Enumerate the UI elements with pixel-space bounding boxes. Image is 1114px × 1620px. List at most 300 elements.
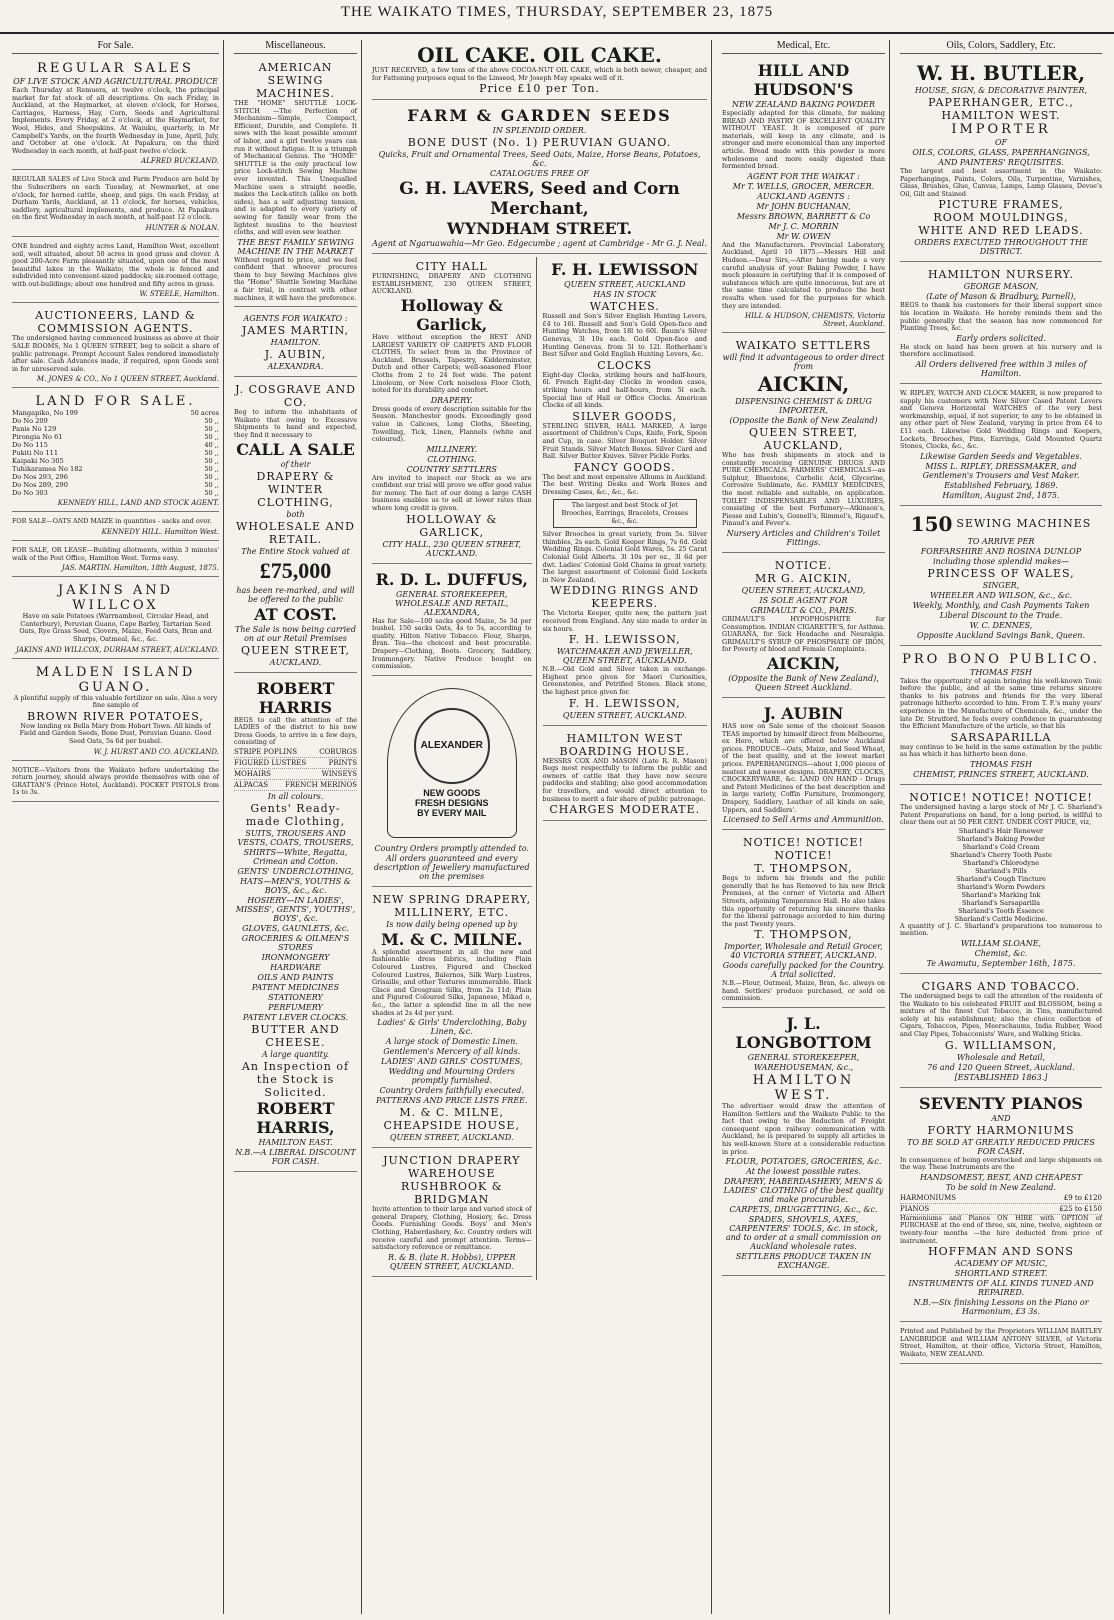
ad-line: AND [991, 1113, 1011, 1123]
firm-name: RUSHBROOK & BRIDGMAN [400, 1180, 503, 1207]
ad-title: ROBERT HARRIS [256, 678, 335, 717]
land-acres: 50 ,, [204, 425, 219, 434]
ad-line: (Opposite the Bank of New Zealand) [729, 416, 878, 426]
ad-body: Who has fresh shipments in stock and is constantly receiving GENUINE DRUGS AND PURE CHEMICALS. FARMERS' CHEMICALS—as Sulphur, Bluestone, Carbolic Acid, Glycerine, Corrosive Sublimate, &c. FAMILY MEDICINES, the most reliable and suitable, on application. TOILET INDISPENSABLES AND LUXURIES, consisting of the best Perfumery—Atkinson's, Piesse and Lubin's, Gosnell's, Rimmel's, Rigaud's, Pinaud's and Fever's. [722, 451, 885, 528]
ad-line: QUEEN STREET, AUCKLAND, [749, 426, 858, 453]
ad-line: FORFARSHIRE AND ROSINA DUNLOP [920, 546, 1082, 556]
ad-line: GENERAL STOREKEEPER, [747, 1053, 860, 1063]
ad-line: MISS L. RIPLEY, DRESSMAKER, and Gentlemen's Trousers and Vest Maker. [922, 461, 1080, 480]
ad-signature: ROBERT HARRIS, [256, 1099, 335, 1137]
ad-footnote: Licensed to Sell Arms and Ammunition. [723, 815, 884, 825]
ad-line: INSTRUMENTS OF ALL KINDS TUNED AND REPAIRED. [908, 1279, 1094, 1298]
ad-highlight: BROWN RIVER POTATOES, [27, 709, 204, 723]
ad-line: AUCKLAND. [269, 657, 322, 667]
ad-line: SHIRTS—White, Regatta, Crimean and Cotton. [243, 848, 348, 866]
ad-title: MALDEN ISLAND GUANO. [35, 664, 196, 695]
ad-line: Wedding and Mourning Orders promptly furnished. [388, 1067, 515, 1086]
ad-body: FURNISHING, DRAPERY AND CLOTHING ESTABLISHMENT, 230 QUEEN STREET, AUCKLAND. [372, 272, 532, 296]
ad-line: HAMILTON WEST. [941, 109, 1061, 122]
ad-body: Russell and Son's Silver English Hunting Levers, £4 to 16l. Russell and Son's Gold Open-face and Hunting Watches, from 18l to 60l. Baum's Silver Genevas, 3l 10s each. Gold Open-face and Hunting Genevas, from 5l to 12l. Rotherham's Best Silver and Gold English Hunting Levers, &c. [542, 312, 707, 359]
land-lot: Do No 115 [12, 441, 48, 450]
ad-subtitle: THE BEST FAMILY SEWING MACHINE IN THE MARKET [237, 237, 354, 256]
ad-title: NOTICE. [774, 559, 833, 573]
masthead [0, 4, 1114, 34]
ad-line: Established February, 1869. [944, 480, 1058, 490]
land-lot: Pukiti No 111 [12, 449, 59, 458]
land-acres: 50 ,, [204, 457, 219, 466]
ad-line: FLOUR, POTATOES, GROCERIES, &c. [725, 1157, 882, 1167]
ad-line: The Sale is now being carried on at our Retail Premises [235, 624, 356, 643]
ad-signature-2: CHEMIST, PRINCES STREET, AUCKLAND. [913, 770, 1089, 780]
ad-body: The largest and best assortment in the Waikato: Paperhangings, Paints, Colors, Oils, Turpentine, Varnishes, Glass, Brushes, Glue, Canvas, Lamps, Lamp Glasses, Devoe's Oil, Gilt and Stained [900, 167, 1102, 198]
land-row [12, 473, 219, 481]
ad-body-5: Silver Brooches in great variety, from 5s. Silver thimbles, 2s each. Gold Keeper Rings, 7s 6d. Gold Wedding Rings. Colonial Gold Wares, 5s. 25 Carat Colonial Gold Alberts. 3l 10s per oz., 3l 6d per dwt. Ladies' Colonial Gold Chains in great variety. The largest assortment of Colonial Gold Lockets in New Zealand. [542, 530, 707, 584]
sharland-item: Sharland's Chlorodyne [962, 858, 1040, 867]
ad-body: FOR SALE, OR LEASE—Building allotments, within 3 minutes' walk of the Post Office, Hamilton West. Terms easy. [12, 546, 219, 562]
ad-body-6: The Victoria Keeper, quite new, the pattern just received from England. Any size made to order in six hours. [542, 609, 707, 633]
ad-body: NOTICE—Visitors from the Waikato before undertaking the return journey, should always provide themselves with one of GRATTAN'S (Prince Hotel, Auckland). POCKET PISTOLS from 1s to 3s. [12, 765, 219, 797]
ad-line: AGENT FOR THE WAIKAT : [747, 171, 860, 181]
land-acres: 50 ,, [204, 433, 219, 442]
ad-signature-2: (Opposite the Bank of New Zealand), Queen Street Auckland. [728, 674, 879, 692]
ad-line: HARDWARE [270, 963, 321, 972]
ad-signature: WILLIAM SLOANE, [960, 939, 1042, 948]
ad-line: including those splendid makes— [932, 556, 1070, 566]
ad-body: Each Thursday at Remuera, at twelve o'clock, the principal market for fat stock of all descriptions. On each Friday, in Auckland, at the Haymarket, at eleven o'clock, for Horses, Carriages, Harness, Hay, Corn, Seeds and Agricultural Implements. Every Friday, at 2 o'clock, at the Haymarket, for Wool, Hides, and Sheepskins. At Waiuku, quarterly, in Mr Campbell's Yards, on the fourth Wednesday in June, April, July, and October at one o'clock. At Papakura, on the third Wednesday in each month, at half-past twelve o'clock. [12, 86, 219, 155]
ad-signature-2: Chemist, &c. [974, 949, 1028, 958]
ad-line: To be sold in New Zealand. [945, 1182, 1057, 1192]
land-acres: 50 ,, [204, 473, 219, 482]
ad-title: HAMILTON WEST BOARDING HOUSE. [559, 731, 691, 758]
ad-title: SEVENTY PIANOS [919, 1093, 1083, 1113]
ad-line: SPADES, SHOVELS, AXES, CARPENTERS' TOOLS, &c. in stock, and to order at a small commission on Auckland wholesale rates. [725, 1215, 882, 1252]
ad-line: IS SOLE AGENT FOR [759, 596, 848, 606]
ad-title: J. L. LONGBOTTOM [735, 1014, 872, 1053]
newspaper-title: THE WAIKATO TIMES, THURSDAY, SEPTEMBER 23, 1875 [340, 4, 774, 20]
dress-goods-item: MOHAIRS [234, 770, 271, 778]
ad-title: J. AUBIN [763, 704, 844, 723]
land-row [12, 465, 219, 473]
sharland-item: Sharland's Tooth Essence [958, 906, 1044, 915]
ad-body-2: And the Manufacturers. Provincial Laboratory, Auckland, April 10 1875.—Messrs Hill and Hudson.—Dear Sirs,—After having made a very careful analysis of your Baking Powder, I have much pleasure in certifying that it is composed of substances which are quite innocuous, but are at the same time calculated to produce the best results when used for the purposes for which they are intended. [722, 240, 885, 310]
ad-signature: KENNEDY HILL. Hamilton West. [101, 528, 219, 537]
ad-signature: W. C. DENNES, [969, 620, 1033, 630]
sharland-list [900, 827, 1102, 923]
agent-location: ALEXANDRA. [267, 362, 324, 372]
ad-line: BUTTER AND CHEESE. [251, 1023, 340, 1049]
ad-body: MESSRS COX AND MASON (Late R. R. Mason) Begs most respectfully to inform the public and owners of cattle that they have now secure paddocks and stabling; also good accommodation for travellers, and would direct attention to business to merit a fair share of public patronage. [542, 756, 707, 803]
dress-goods-item: FRENCH MERINOS [284, 781, 357, 789]
ad-line: DRAPERY & WINTER CLOTHING, [256, 469, 335, 509]
ad-line: In all colours. [267, 792, 324, 801]
machine-count: 150 [910, 511, 953, 536]
ad-signature-2: Wholesale and Retail, [956, 1052, 1046, 1062]
ad-line: The Entire Stock valued at [241, 546, 350, 556]
ad-line: T. THOMPSON, [754, 928, 853, 942]
land-acres: 50 ,, [204, 481, 219, 490]
ad-notice-aickin [722, 556, 885, 698]
ad-ripley [900, 387, 1102, 506]
dress-goods-item: ALPACAS [234, 781, 269, 789]
emblem-line: BY EVERY MAIL [417, 807, 487, 818]
land-lot: Pirongia No 61 [12, 433, 63, 442]
ad-signature-4: QUEEN STREET, AUCKLAND. [562, 710, 687, 720]
ad-section: WEDDING RINGS AND KEEPERS. [550, 584, 700, 611]
ad-line: Hamilton, August 2nd, 1875. [942, 490, 1060, 500]
ad-body-2: Eight-day Clocks, striking hours and half-hours, 6l. French Eight-day Clocks in wooden cases, striking hours and half-hours, from 5l each. Special line of Hall or Office Clocks. American Clocks of all kinds. [542, 370, 707, 410]
land-row [12, 489, 219, 497]
sharland-item: Sharland's Worm Powders [957, 882, 1045, 891]
ad-regular-sales [12, 58, 219, 170]
land-row [12, 417, 219, 425]
ad-line: ACADEMY OF MUSIC, [954, 1259, 1048, 1269]
merchant-address: WYNDHAM STREET. [446, 219, 633, 239]
ad-subtitle: NEW ZEALAND BAKING POWDER [732, 100, 875, 109]
ad-line: STATIONERY [268, 993, 323, 1002]
ad-agents-waikato [234, 310, 357, 377]
land-lot: Panis No 129 [12, 425, 57, 434]
ad-farm-garden-seeds [372, 103, 707, 254]
dress-goods-item: PRINTS [328, 759, 357, 767]
ad-notice-pistols [12, 764, 219, 802]
land-row [12, 441, 219, 449]
ad-line: WHEELER AND WILSON, &c., &c. [929, 590, 1072, 600]
ad-line: BONE DUST (No. 1) PERUVIAN GUANO. [407, 136, 672, 150]
ad-footnote: CHARGES MODERATE. [549, 803, 701, 817]
firm-name: Holloway & Garlick, [400, 295, 503, 334]
ad-body: JUST RECEIVED, a few tons of the above COCOA-NUT OIL CAKE, which is both newer, cheaper, and for Fattening purposes equal to the Linseed, Mr Joseph May speaks well of it. [372, 66, 707, 82]
ad-hill-hudson [722, 58, 885, 333]
ad-footnote: N.B.—Old Gold and Silver taken in exchange. Highest price given for Maori Curiosities, Greenstones, and Petrified Stones. Black stone, the highest price given for. [542, 665, 707, 696]
ad-line: CARPETS, DRUGGETTING, &c., &c. [729, 1205, 878, 1215]
ad-thompson [722, 833, 885, 1008]
ad-line: Gentlemen's Mercery of all kinds. [383, 1047, 521, 1057]
ad-line: All Orders delivered free within 3 miles of Hamilton. [915, 359, 1087, 378]
ad-line: TO ARRIVE PER [967, 536, 1035, 546]
ad-signature: W. STEELE, Hamilton. [139, 290, 219, 299]
ad-line: MR G. AICKIN, [754, 572, 853, 586]
ad-sale-lease [12, 544, 219, 577]
ad-body-2: Without regard to price, and we feel confident that whoever procures them to buy Sewing Machines give the "Home" Shuttle Sewing Machine a fair trial, in contrast with other machines, it will have the preference. [234, 255, 357, 302]
ad-line: Goods carefully packed for the Country. A trial solicited. [722, 961, 885, 980]
price-item: PIANOS [900, 1204, 930, 1213]
ad-line: of their [280, 459, 311, 469]
land-lot: Do Nos 293, 296 [12, 473, 68, 482]
ad-line: SARSAPARILLA [950, 730, 1052, 744]
land-acres: 50 ,, [204, 417, 219, 426]
ad-line: Mr J. C. MORRIN [768, 221, 839, 231]
ad-footnote: SETTLERS PRODUCE TAKEN IN EXCHANGE. [735, 1252, 872, 1271]
emblem-ring: ALEXANDER [414, 708, 490, 784]
column-heading: Oils, Colors, Saddlery, Etc. [900, 40, 1102, 54]
ad-section: DRAPERY. [430, 395, 473, 405]
ad-line: PAPERHANGER, ETC., [928, 96, 1074, 109]
ad-signature: W. J. HURST AND CO. AUCKLAND. [93, 747, 219, 756]
land-row [12, 409, 219, 417]
ad-body-2: Now landing ex Bella Mary from Hobart Town. All kinds of Field and Garden Seeds, Bone Dust, Peruvian Guano. Good Seed Oats, 5s 6d per bushel. [19, 721, 212, 745]
ad-line: (Late of Mason & Bradbury, Parnell), [926, 292, 1076, 302]
ad-headline: CALL A SALE [236, 439, 355, 459]
ad-robert-harris [234, 676, 357, 1172]
ad-signature-address: CITY HALL, 230 QUEEN STREET, AUCKLAND. [382, 539, 521, 558]
ad-line: Nursery Articles and Children's Toilet Fittings. [726, 529, 881, 548]
land-acres: 50 ,, [204, 489, 219, 498]
ad-body: The undersigned having a large stock of Mr J. C. Sharland's Patent Preparations on hand, for a long period, is willful to clear them out at 50 PER CENT. UNDER COST PRICE, viz, [900, 803, 1102, 827]
ad-line: PRINCESS OF WALES, [927, 566, 1075, 580]
emblem-line: FRESH DESIGNS [414, 797, 489, 808]
firm-name: M. & C. MILNE. [381, 929, 523, 949]
land-lot: Do No 209 [12, 417, 48, 426]
ad-line: LADIES' AND GIRLS' COSTUMES, [380, 1057, 523, 1067]
agent-name: J. AUBIN, [264, 348, 327, 362]
ad-line: GENTS' UNDERCLOTHING, [237, 867, 354, 876]
ad-milne [372, 890, 532, 1148]
land-lot: Kaipaki No 305 [12, 457, 64, 466]
ad-line: An Inspection of the Stock is Solicited. [241, 1060, 350, 1099]
ad-title: NOTICE! NOTICE! NOTICE! [909, 791, 1093, 805]
ad-body-2: He stock on hand has been grown at his nursery and is therefore acclimatised. [900, 342, 1102, 359]
ad-land-steele [12, 240, 219, 304]
sharland-item: Sharland's Pills [975, 866, 1027, 875]
ad-line: ROOM MOULDINGS, [933, 211, 1069, 225]
price-item: HARMONIUMS [900, 1193, 957, 1202]
ad-signature: ALFRED BUCKLAND. [141, 157, 219, 166]
ad-line: Ladies' & Girls' Underclothing, Baby Linen, &c. [377, 1018, 527, 1037]
ad-line: PATENT LEVER CLOCKS. [242, 1013, 349, 1022]
ad-body: In consequence of being overstocked and large shipments on the way. These Instruments are the [900, 1155, 1102, 1172]
ad-line: Mr T. WELLS, GROCER, MERCER. [732, 181, 875, 191]
ad-body: Invite attention to their large and varied stock of general Drapery, Clothing, Hosiery, &c. Dress Goods. Furnishing Goods. Boys' and Men's Clothing, Haberdashery, &c. Country orders will receive careful and prompt attention. Terms—satisfactory reference or remittance. [372, 1205, 532, 1252]
ad-title: R. D. L. DUFFUS, [375, 569, 528, 589]
emblem-line: NEW GOODS [423, 787, 481, 798]
price-range: £25 to £150 [1059, 1204, 1102, 1213]
column-heading: Miscellaneous. [234, 40, 357, 54]
ad-footnote: N.B.—A LIBERAL DISCOUNT FOR CASH. [235, 1148, 356, 1166]
ad-line: SUITS, TROUSERS AND VESTS, COATS, TROUSERS, [237, 829, 354, 847]
ad-title: WAIKATO SETTLERS [735, 339, 872, 353]
ad-body-2: Harmoniums and Pianos ON HIRE with OPTION of PURCHASE at the end of three, six, nine, twelve, eighteen or twenty-four months —the hire deducted from price of instrument. [900, 1213, 1102, 1245]
emblem-caption: Country Orders promptly attended to. [374, 843, 529, 853]
ad-line: AUCKLAND AGENTS : [757, 191, 850, 201]
ad-jakins-willcox [12, 580, 219, 658]
ad-sharland-notice [900, 788, 1102, 974]
ad-subtitle: Is now daily being opened up by [386, 919, 518, 929]
dress-goods-row [234, 747, 357, 758]
ad-duffus [372, 567, 532, 676]
ad-section: CLOTHING. [427, 454, 477, 464]
ad-line: OILS, COLORS, GLASS, PAPERHANGINGS, [912, 148, 1090, 157]
ad-section: CLOCKS [597, 358, 653, 372]
ad-line: AND PAINTERS' REQUISITES. [938, 158, 1064, 167]
ad-line: has been re-marked, and will be offered to the public [236, 585, 355, 604]
column-heading: For Sale. [12, 40, 219, 54]
ad-title: CIGARS AND TOBACCO. [921, 980, 1081, 993]
ad-line: DISPENSING CHEMIST & DRUG IMPORTER, [735, 397, 872, 416]
ad-signature-3: 76 and 120 Queen Street, Auckland. [927, 1062, 1075, 1072]
ad-body: The undersigned having commenced business as above at their SALE ROOMS, No 1 QUEEN STREET, beg to solicit a share of public patronage. Prompt Account Sales rendered immediately after sale. Cash Advances made, if required, upon Goods sent in for unreserved sale. [12, 334, 219, 373]
ad-line: SHORTLAND STREET. [954, 1269, 1048, 1279]
land-row [12, 425, 219, 433]
publisher-imprint: Printed and Published by the Proprietors WILLIAM BARTLEY LANGBRIDGE and WILLIAM ANTONY SILVER, of Victoria Street, Hamilton, at their office, Victoria Street, Hamilton, Waikato, NEW ZEALAND. [900, 1327, 1102, 1358]
land-row [12, 433, 219, 441]
ad-line: GLOVES, GAUNLETS, &c. [242, 924, 349, 933]
ad-line: Importer, Wholesale and Retail Grocer, 40 VICTORIA STREET, AUCKLAND. [724, 942, 883, 961]
ad-signature-3: QUEEN STREET, AUCKLAND. [389, 1133, 514, 1143]
sharland-item: Sharland's Sarsaparilla [961, 898, 1041, 907]
ad-line: PATENT MEDICINES [251, 983, 340, 992]
ad-waikato-settlers [722, 336, 885, 553]
ad-signature-3: Te Awamutu, September 16th, 1875. [926, 959, 1076, 968]
ad-line: HOUSE, SIGN, & DECORATIVE PAINTER, [914, 86, 1088, 95]
column-heading: Medical, Etc. [722, 40, 885, 54]
ad-land-for-sale [12, 391, 219, 512]
ad-body-2: may continue to be held in the same estimation by the public as has which it has hitherto been done. [900, 742, 1102, 759]
ad-body: The undersigned begs to call the attention of the residents of the Waikato to his celebrated FRUIT and BLOSSOM, being a mixture of the finest Cut Tobacco, in Tins, manufactured solely at his establishment; also the choice collection of Cigars, Tobaccos, Pipes, Meerschaums, India Rubber, Wood and Clay Pipes, Tobacconists' Ware, and Walking Sticks. [900, 992, 1102, 1038]
dress-goods-row [234, 769, 357, 780]
ad-signature: THOMAS FISH [969, 760, 1033, 770]
ad-subtitle: QUEEN STREET, AUCKLAND [564, 280, 686, 290]
ad-seventy-pianos [900, 1091, 1102, 1323]
ad-title: NOTICE! NOTICE! NOTICE! [743, 836, 864, 863]
ad-signature: HOLLOWAY & GARLICK, [406, 512, 498, 539]
ad-body-4: Are invited to inspect our Stock as we are confident our trial will prove we offer good value for money. The fact of our doing a large CASH business enables us to sell at lower rates than where long credit is given. [372, 473, 532, 513]
jeweller-emblem [387, 688, 517, 838]
ad-agents: Agent at Ngaruawahia—Mr Geo. Edgecumbe ; agent at Cambridge - Mr G. J. Neal. [372, 239, 707, 249]
ad-body: HAS now on Sale some of the choicest Season TEAS imported by himself direct from Melbourne, ex Hero, which are offered below Auckland prices. PRODUCE—Oats, Maize, and Seed Wheat, of the best quality, and at the lowest market prices. PAPERHANGINGS—about 1,000 pieces of neatest and newest designs. DRAPERY, CLOCKS, CROCKERYWARE, &c. LAND ON HAND - Drugs and Patent Medicines of the best description and in large variety, Coffin Furniture, Ironmongery, Drapery, Saddlery, Leather of all kinds on sale, Uppers, and Saddlers'. [722, 722, 885, 814]
column-miscellaneous [230, 40, 362, 1614]
sharland-item: Sharland's Cold Cream [962, 842, 1040, 851]
ad-body: ONE hundred and eighty acres Land, Hamilton West, excellent soil, well situated, about 50 acres in good grass and clover. A good 200-Acre Farm pleasantly situated, upon one of the most beautiful lakes in the Waikato; the whole is fenced and subdivided into convenient-sized paddocks; six-roomed cottage, with out-buildings; about one hundred and fifty acres in grass. [12, 241, 220, 288]
sharland-item: Sharland's Baking Powder [956, 834, 1046, 843]
dress-goods-row [234, 780, 357, 791]
ad-line: A large stock of Domestic Linen. [385, 1037, 518, 1047]
main-subcolumns [372, 257, 707, 1280]
ad-line: N.B.—Six finishing Lessons on the Piano or Harmonium, £3 3s. [913, 1298, 1089, 1317]
ad-signature: M. JONES & CO., No 1 QUEEN STREET, Auckland. [36, 375, 219, 384]
ad-body-2: Have without exception the BEST AND LARGEST VARIETY OF CARPETS AND FLOOR CLOTHS, To select from in the Province of Auckland. Brussels, Tapestry, Kidderminster, Dutch and other Carpets; well-seasoned Floor Cloths from 2 to 24 feet wide. The patent Linoleum, or New Cork noiseless Floor Cloth, noted for its durability and comfort. [372, 332, 532, 395]
ad-line: QUEEN STREET, [241, 643, 350, 657]
ad-title: CITY HALL [415, 260, 488, 274]
ad-subtitle: OF LIVE STOCK AND AGRICULTURAL PRODUCE [13, 77, 218, 86]
ad-signature-2: WATCHMAKER AND JEWELLER, QUEEN STREET, AUCKLAND. [556, 647, 693, 666]
ad-line: HOSIERY—IN LADIES', MISSES', GENTS', YOUTHS', BOYS', &c. [235, 896, 356, 923]
ad-line: GRIMAULT & CO., PARIS. [750, 606, 857, 616]
land-acres: 50 ,, [204, 449, 219, 458]
ad-section: MILLINERY. [426, 444, 478, 454]
ad-body-2: A quantity of J. C. Sharland's preparations too numerous to mention. [900, 921, 1102, 938]
ad-section: FANCY GOODS. [573, 460, 676, 474]
ad-cosgrave [234, 380, 357, 672]
page-columns [8, 40, 1106, 1614]
ad-line: IRONMONGERY [261, 953, 330, 962]
ad-title: OIL CAKE. OIL CAKE. [417, 43, 662, 67]
ad-line: Weekly, Monthly, and Cash Payments Taken [912, 600, 1090, 610]
ad-line: Mr JOHN BUCHANAN, [756, 201, 851, 211]
ad-j-aubin [722, 701, 885, 830]
ad-line: HANDSOMEST, BEST, AND CHEAPEST [920, 1172, 1082, 1182]
ad-title: HAMILTON NURSERY. [927, 268, 1075, 282]
ad-line: TO BE SOLD AT GREATLY REDUCED PRICES FOR CASH. [907, 1137, 1095, 1156]
dress-goods-item: STRIPE POPLINS [234, 748, 298, 756]
ad-title: JAKINS AND WILLCOX [57, 583, 174, 614]
agent-location: HAMILTON. [270, 338, 321, 348]
ad-price: Price £10 per Ton. [479, 82, 600, 96]
ad-malden-guano [12, 662, 219, 761]
ad-title: AMERICAN SEWING MACHINES. [256, 61, 335, 100]
main-subcolumn-right [543, 257, 708, 1280]
ad-line: OILS AND PAINTS [257, 973, 334, 982]
ad-footnote: N.B.—Flour, Oatmeal, Maize, Bran, &c. always on hand. Settlers' produce purchased, or sold on commission. [722, 979, 885, 1003]
ad-line: WHOLESALE AND RETAIL. [236, 519, 355, 546]
ad-line: PICTURE FRAMES, [938, 198, 1064, 212]
ad-signature: HUNTER & NOLAN. [145, 223, 219, 232]
land-lot: Do Nos 289, 290 [12, 481, 68, 490]
ad-signature-location: HAMILTON EAST. [258, 1138, 333, 1147]
land-row [12, 449, 219, 457]
ad-body-3: Dress goods of every description suitable for the Season. Manchester goods. Exceedingly good value in Calicoes, Long Cloths, Sheeting, Towelling, Tick, Linen, Flannels (white and coloured). [372, 404, 532, 444]
ad-line: both [286, 509, 305, 519]
ad-title: JUNCTION DRAPERY WAREHOUSE [383, 1154, 521, 1181]
ad-body: THE "HOME" SHUTTLE LOCK-STITCH —The Perfection of Mechanism—Simple, Compact, Efficient, Durable, and Complete. It sews with the least possible amount of labor, and a girl twelve years can run it without fatigue. It is a triumph of Mechanical Genius. The "HOME" SHUTTLE is the only practical low price Lock-stitch Sewing Machine ever invented. This Unequalled Machine uses a straight needle, makes the Lock-stitch (alike on both sides), has a self adjusting tension, and is adapted to every variety of sewing for family wear from the lightest muslins to the heaviest cloths, and will even sew leather. [234, 99, 357, 237]
ad-body-4: The best and most expensive Albums in Auckland. The best Writing Desks and Work Boxes and Dressing Cases, &c., &c., &c. [542, 472, 707, 496]
dress-goods-item: FIGURED LUSTRES [234, 759, 307, 767]
ad-line: Country Orders faithfully executed. [379, 1086, 524, 1096]
dress-goods-item: WINSEYS [321, 770, 357, 778]
ad-title: F. H. LEWISSON [551, 260, 699, 280]
ad-line: WHITE AND RED LEADS. [918, 224, 1084, 238]
ad-signature: JAKINS AND WILLCOX, DURHAM STREET, AUCKLAND. [15, 645, 219, 654]
ad-hamilton-nursery [900, 265, 1102, 384]
ad-body: FOR SALE—OATS AND MAIZE in quantities - sacks and over. [12, 517, 212, 526]
land-acres: 50 acres [190, 409, 219, 418]
ad-line: HAS IN STOCK [593, 290, 657, 300]
ad-line: CATALOGUES FREE OF [490, 169, 589, 179]
ad-junction-drapery [372, 1151, 532, 1277]
land-lot: Do No 303 [12, 489, 48, 498]
ad-line: IMPORTER [951, 122, 1051, 137]
ad-body: Beg to inform the inhabitants of Waikato that owing to Excessive Shipments to hand and expected, they find it necessary to [234, 408, 357, 440]
ad-body: BEGS to thank his customers for their liberal support since his location in Waikato. He hereby reminds them and the public generally that the season has now commenced for Planting Trees, &c. [900, 301, 1102, 333]
land-list [12, 409, 219, 497]
ad-body-3: STERLING SILVER, HALL MARKED, A large assortment of Children's Cups, Knife, Fork, Spoon and Cup, in case. Silver Bouquet Holder. Silver Fruit Stands. Silver Match Boxes. Silver Card and Ball. Silver Butter Knives. Silver Pickle Forks. [542, 421, 707, 461]
dress-goods-list [234, 747, 357, 791]
ad-signature-2: CHEAPSIDE HOUSE, [383, 1119, 521, 1133]
ad-150-sewing-machines [900, 509, 1102, 646]
ad-body: Especially adapted for this climate, for making BREAD AND PASTRY OF EXCELLENT QUALITY WITHOUT YEAST. It is composed of pure materials, will keep in any climate, and is stronger and more economical than any imported article. Bread made with this powder is more wholesome and more easily digested than fermented bread. [722, 109, 885, 171]
ad-line: SINGER, [982, 580, 1020, 590]
ad-line: PATTERNS AND PRICE LISTS FREE. [375, 1096, 528, 1106]
land-row [12, 457, 219, 465]
ad-signature: R. & B. (late R. Hobbs), UPPER QUEEN STREET, AUCKLAND. [387, 1252, 516, 1271]
land-row [12, 481, 219, 489]
sharland-item: Sharland's Marking Ink [961, 890, 1041, 899]
merchant-name: G. H. LAVERS, Seed and Corn Merchant, [399, 179, 680, 220]
column-medical [718, 40, 890, 1614]
ad-pro-bono-publico [900, 649, 1102, 785]
ad-line: Liberal Discount to the Trade. [939, 610, 1063, 620]
ad-body: Takes the opportunity of again bringing his well-known Tonic before the public, and at the same time returns sincere thanks to his patrons and friends for the very liberal patronage hitherto accorded to him. From T. F.'s many years' experience in the Manufacture of Chemicals, &c., under the late Dr. Stratford, he feels every confidence in guaranteeing the Efficient Manufacture of the article, so that his [900, 676, 1102, 731]
ad-line: HATS—MEN'S, YOUTHS & BOYS, &c., &c. [240, 877, 351, 895]
ad-line: THOMAS FISH [969, 667, 1033, 677]
ad-line: Messrs BROWN, BARRETT & Co [736, 211, 871, 221]
price-row-harmoniums [900, 1193, 1102, 1204]
column-for-sale [8, 40, 224, 1614]
ad-body: A plentiful supply of this valuable fertilizer on sale. Also a very fine sample of [13, 693, 218, 710]
ad-line: DRAPERY, HABERDASHERY, MEN'S & LADIES' CLOTHING of the best quality and make procurable. [723, 1177, 884, 1205]
ad-line: PERFUMERY [268, 1003, 323, 1012]
ad-body: GRIMAULT'S HYPOPHOSPHITE for Consumption. INDIAN CIGARETTE'S, for Asthma. GUARANA, for Sick Headache and Neuralgia. GRIMAULT'S SYRUP OF PHOSPHATE OF IRON, for Poverty of blood and Female Complaints. [722, 615, 885, 654]
ad-oats-maize [12, 515, 219, 541]
